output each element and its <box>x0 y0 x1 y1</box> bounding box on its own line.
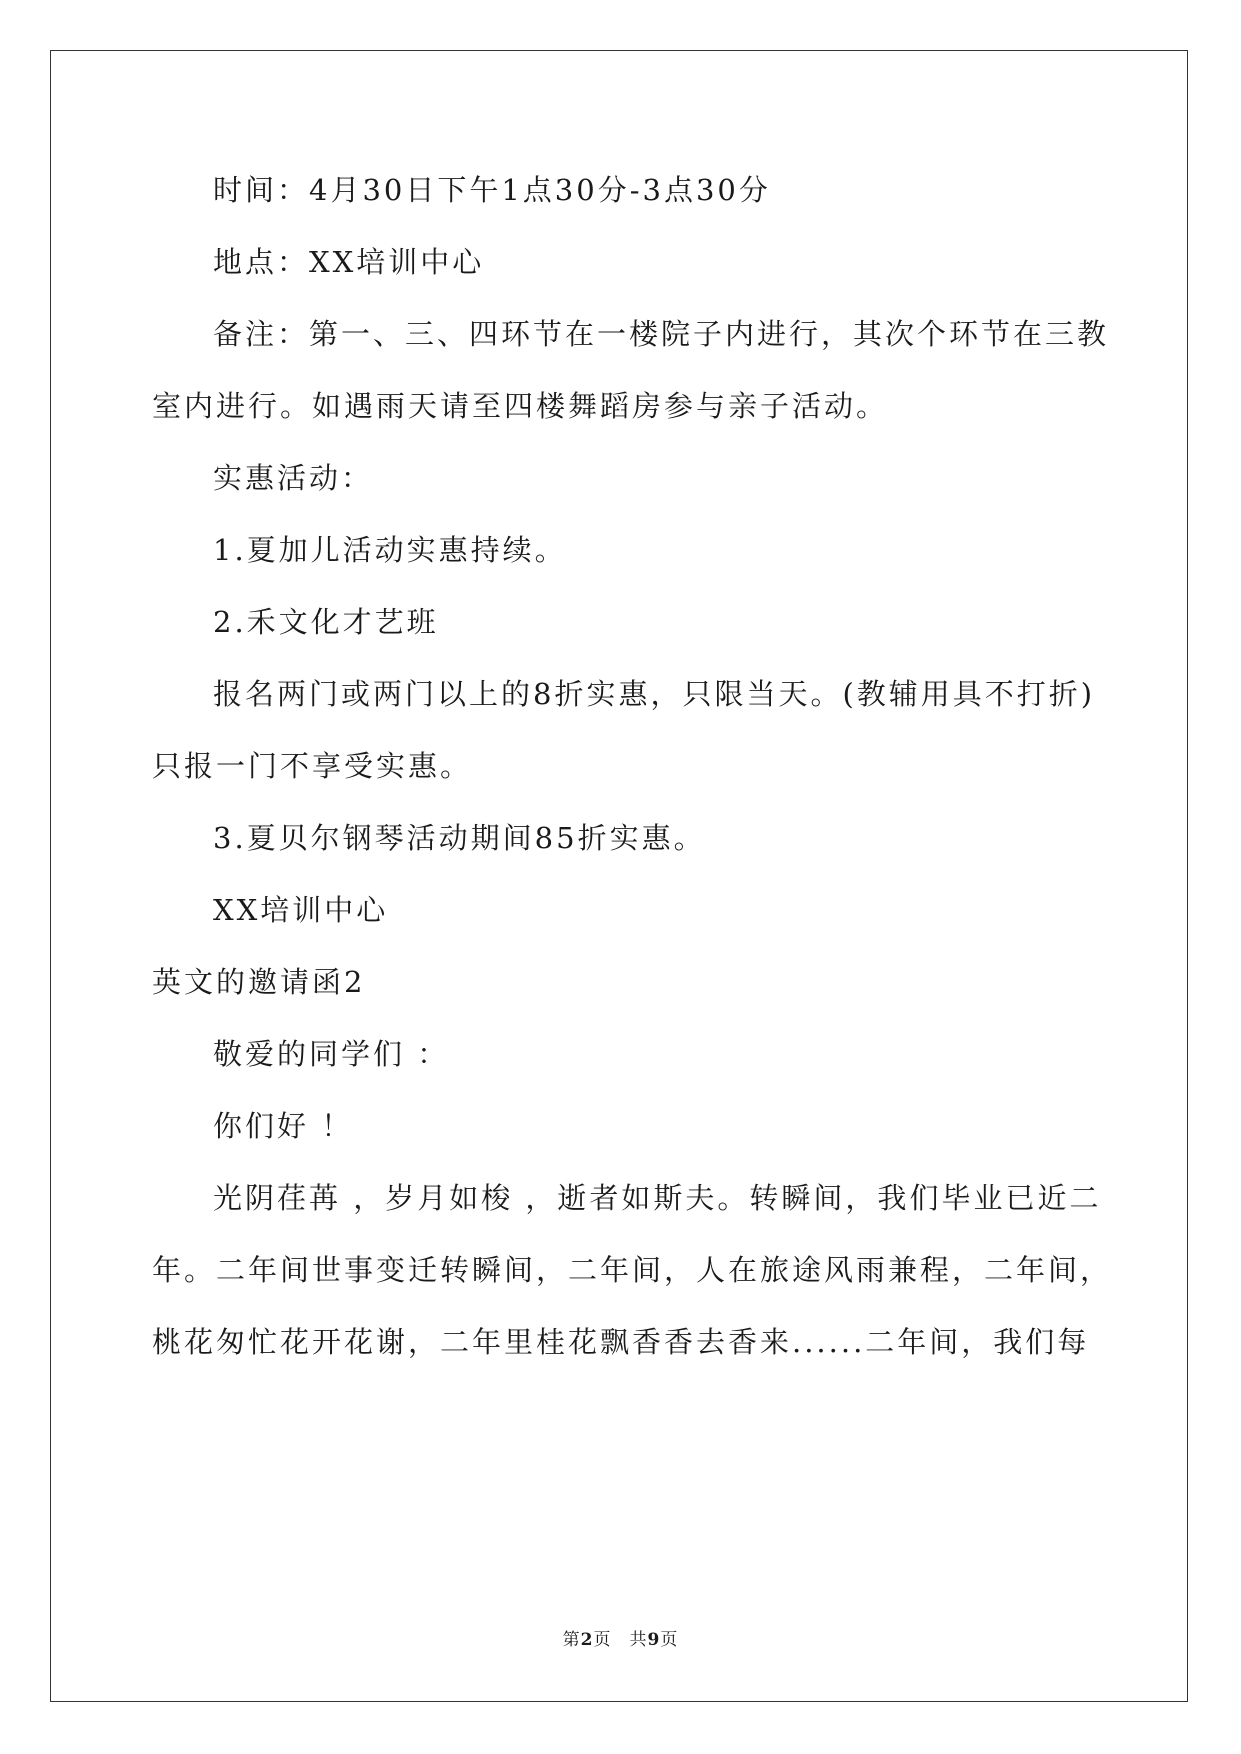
paragraph-line: 地点：XX培训中心 <box>213 245 485 279</box>
footer-middle: 页 共 <box>593 1630 648 1650</box>
page-footer <box>0 1625 1241 1650</box>
paragraph-line: 实惠活动： <box>213 461 374 495</box>
footer-prefix: 第 <box>562 1630 581 1650</box>
section-heading: 英文的邀请函2 <box>152 965 366 999</box>
paragraph-line: 2.禾文化才艺班 <box>213 605 439 639</box>
total-page-count: 9 <box>647 1630 661 1650</box>
salutation-line: 敬爱的同学们 ： <box>213 1037 450 1071</box>
paragraph-line: 室内进行。如遇雨天请至四楼舞蹈房参与亲子活动。 <box>152 389 889 423</box>
paragraph-line: 备注：第一、三、四环节在一楼院子内进行，其次个环节在三教 <box>213 317 1110 351</box>
paragraph-line: 桃花匆忙花开花谢，二年里桂花飘香香去香来......二年间，我们每 <box>152 1325 1090 1359</box>
paragraph-line: 只报一门不享受实惠。 <box>152 749 473 783</box>
page-border <box>50 50 1188 1702</box>
footer-suffix: 页 <box>660 1630 679 1650</box>
signature-line: XX培训中心 <box>213 893 389 927</box>
paragraph-line: 报名两门或两门以上的8折实惠，只限当天。(教辅用具不打折) <box>213 677 1096 711</box>
paragraph-line: 光阴荏苒 ，岁月如梭 ，逝者如斯夫。转瞬间，我们毕业已近二 <box>213 1181 1102 1215</box>
paragraph-line: 3.夏贝尔钢琴活动期间85折实惠。 <box>213 821 706 855</box>
current-page-number: 2 <box>580 1630 594 1650</box>
paragraph-line: 1.夏加儿活动实惠持续。 <box>213 533 567 567</box>
greeting-line: 你们好 ！ <box>213 1109 354 1143</box>
paragraph-line: 年。二年间世事变迁转瞬间，二年间，人在旅途风雨兼程，二年间， <box>152 1253 1113 1287</box>
paragraph-line: 时间：4月30日下午1点30分-3点30分 <box>213 173 771 207</box>
